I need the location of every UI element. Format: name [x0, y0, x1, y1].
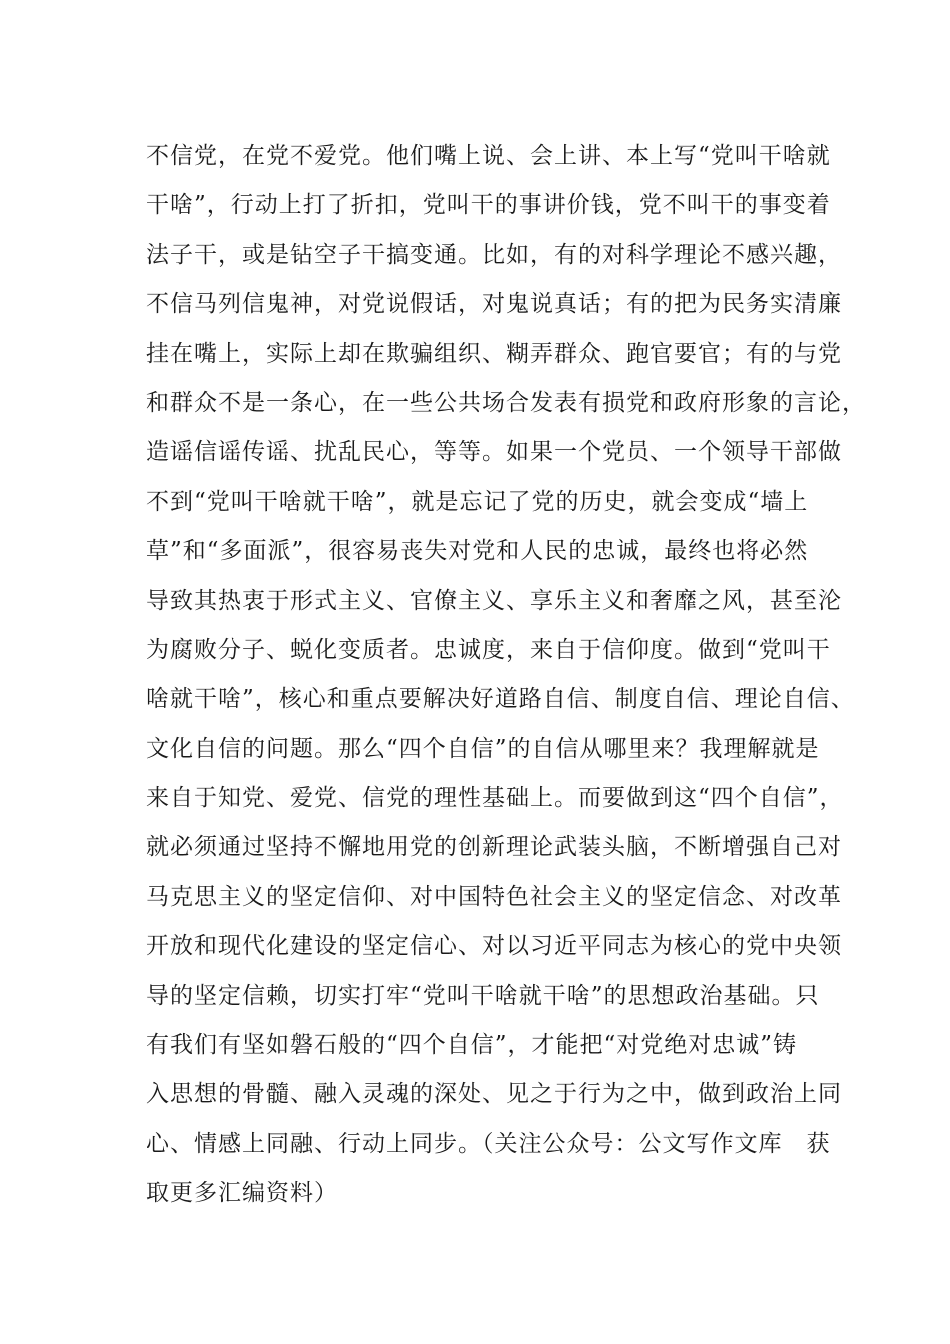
text-line: 法子干，或是钻空子干搞变通。比如，有的对科学理论不感兴趣， [146, 241, 842, 268]
text-line: 导致其热衷于形式主义、官僚主义、享乐主义和奢靡之风，甚至沦 [146, 587, 842, 614]
text-line: 和群众不是一条心，在一些公共场合发表有损党和政府形象的言论， [146, 389, 866, 416]
text-line: 文化自信的问题。那么“四个自信”的自信从哪里来？我理解就是 [146, 735, 820, 762]
text-line: 不到“党叫干啥就干啥”，就是忘记了党的历史，就会变成“墙上 [146, 488, 809, 515]
text-line: 草”和“多面派”，很容易丧失对党和人民的忠诚，最终也将必然 [146, 538, 809, 565]
text-line: 心、情感上同融、行动上同步。（关注公众号：公文写作文库 获 [146, 1130, 831, 1157]
body-paragraph [146, 132, 866, 1219]
text-line: 导的坚定信赖，切实打牢“党叫干啥就干啥”的思想政治基础。只 [146, 982, 820, 1009]
text-line: 不信马列信鬼神，对党说假话，对鬼说真话；有的把为民务实清廉 [146, 291, 842, 318]
text-line: 造谣信谣传谣、扰乱民心，等等。如果一个党员、一个领导干部做 [146, 439, 842, 466]
text-line: 啥就干啥”，核心和重点要解决好道路自信、制度自信、理论自信、 [146, 686, 855, 713]
text-line: 干啥”，行动上打了折扣，党叫干的事讲价钱，党不叫干的事变着 [146, 192, 831, 219]
text-line: 入思想的骨髓、融入灵魂的深处、见之于行为之中，做到政治上同 [146, 1081, 842, 1108]
text-line: 为腐败分子、蜕化变质者。忠诚度，来自于信仰度。做到“党叫干 [146, 636, 831, 663]
text-line: 有我们有坚如磐石般的“四个自信”，才能把“对党绝对忠诚”铸 [146, 1032, 798, 1059]
text-line: 马克思主义的坚定信仰、对中国特色社会主义的坚定信念、对改革 [146, 883, 842, 910]
text-line: 开放和现代化建设的坚定信心、对以习近平同志为核心的党中央领 [146, 933, 842, 960]
text-line: 来自于知党、爱党、信党的理性基础上。而要做到这“四个自信”， [146, 785, 844, 812]
text-line: 取更多汇编资料） [146, 1180, 338, 1207]
text-line: 就必须通过坚持不懈地用党的创新理论武装头脑，不断增强自己对 [146, 834, 842, 861]
text-line: 挂在嘴上，实际上却在欺骗组织、糊弄群众、跑官要官；有的与党 [146, 340, 842, 367]
text-line: 不信党，在党不爱党。他们嘴上说、会上讲、本上写“党叫干啥就 [146, 143, 831, 169]
